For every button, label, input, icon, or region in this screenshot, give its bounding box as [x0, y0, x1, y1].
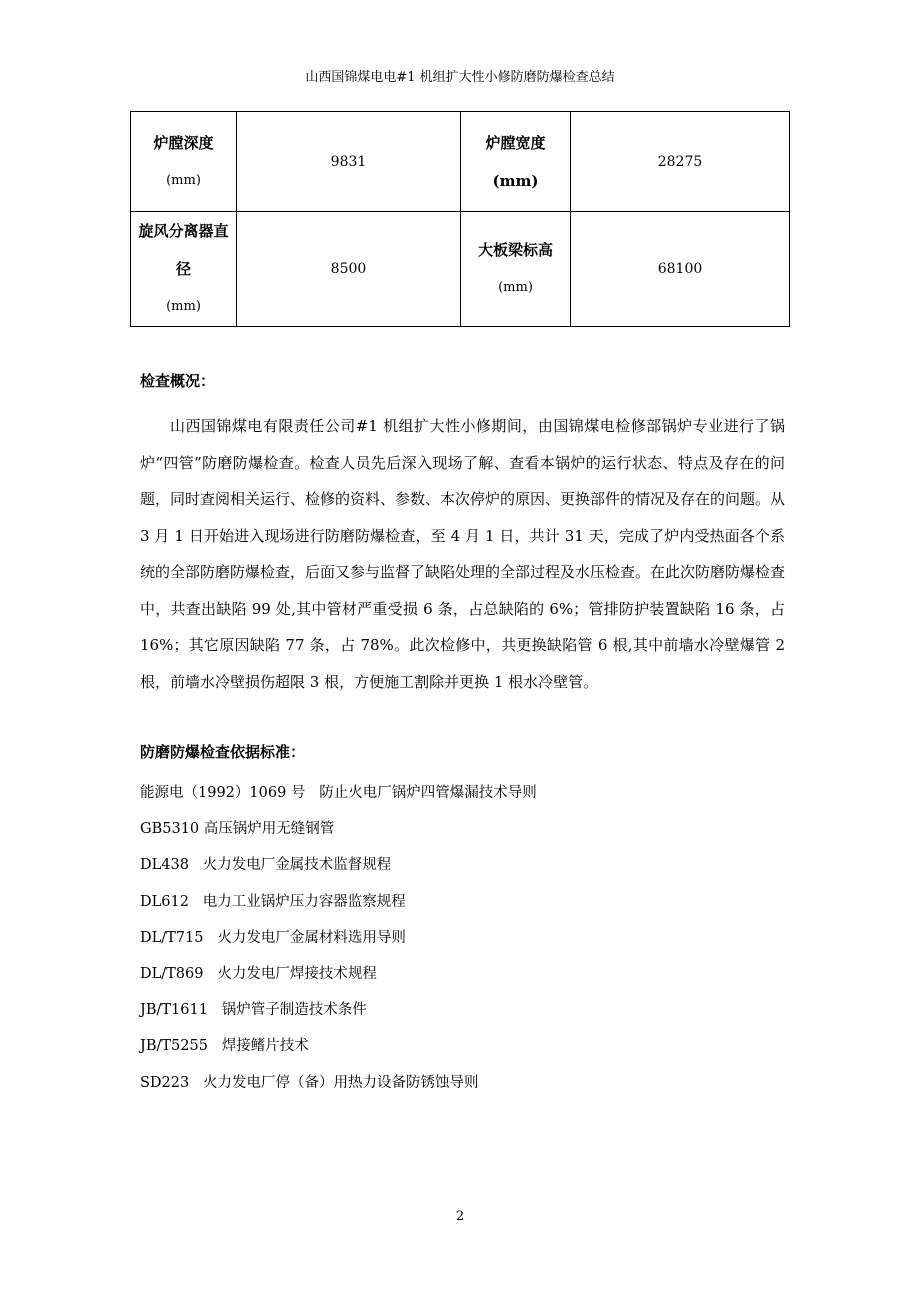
list-item: DL438 火力发电厂金属技术监督规程	[140, 857, 392, 874]
furnace-depth-label: 炉膛深度	[153, 133, 214, 152]
cyclone-diameter-label-line1: 旋风分离器直	[138, 222, 229, 240]
cyclone-diameter-label-line2: 径	[175, 260, 191, 278]
furnace-depth-label-cell	[131, 112, 237, 212]
page-number: 2	[455, 1209, 465, 1224]
list-item: GB5310 高压锅炉用无缝钢管	[140, 821, 335, 838]
list-item: DL/T715 火力发电厂金属材料选用导则	[140, 929, 406, 946]
furnace-width-value: 28275	[571, 112, 790, 212]
furnace-depth-value: 9831	[237, 112, 461, 212]
cyclone-diameter-unit: (mm)	[166, 299, 201, 314]
standards-heading: 防磨防爆检查依据标准：	[140, 743, 306, 761]
girder-elevation-unit: (mm)	[498, 280, 533, 295]
list-item: DL/T869 火力发电厂焊接技术规程	[140, 965, 377, 982]
page-header-title: 山西国锦煤电电#1 机组扩大性小修防磨防爆检查总结	[305, 70, 615, 85]
list-item: 能源电（1992）1069 号 防止火电厂锅炉四管爆漏技术导则	[140, 785, 537, 801]
girder-elevation-label: 大板梁标高	[477, 241, 553, 259]
list-item: SD223 火力发电厂停（备）用热力设备防锈蚀导则	[140, 1074, 479, 1091]
list-item: JB/T5255 焊接鳍片技术	[140, 1038, 309, 1055]
list-item: DL612 电力工业锅炉压力容器监察规程	[140, 893, 406, 910]
list-item: JB/T1611 锅炉管子制造技术条件	[140, 1002, 367, 1019]
table-row	[131, 212, 790, 327]
furnace-width-label: 炉膛宽度(mm)	[461, 112, 571, 212]
furnace-depth-unit: (mm)	[166, 172, 201, 188]
girder-elevation-value: 68100	[571, 212, 790, 327]
standards-list	[140, 780, 537, 1106]
cyclone-diameter-value: 8500	[237, 212, 461, 327]
girder-elevation-label-cell	[461, 212, 571, 327]
table-row	[131, 112, 790, 212]
boiler-spec-table	[130, 111, 790, 327]
inspection-overview-heading: 检查概况：	[140, 372, 216, 390]
cyclone-diameter-label-cell	[131, 212, 237, 327]
inspection-overview-paragraph: 山西国锦煤电有限责任公司#1 机组扩大性小修期间，由国锦煤电检修部锅炉专业进行了锅炉“四管”防磨防爆检查。检查人员先后深入现场了解、查看本锅炉的运行状态、特点及存在的问题，同时查阅相关运行、检修的资料、参数、本次停炉的原因、更换部件的情况及存在的问题。从 3 月 1 日开始进入现场进行防磨防爆检查，至 4 月 1 日，共计 31 天，完成了炉内受热面各个系统的全部防磨防爆检查，后面又参与监督了缺陷处理的全部过程及水压检查。在此次防磨防爆检查中，共查出缺陷 99 处,其中管材严重受损 6 条，占总缺陷的 6%；管排防护装置缺陷 16 条，占 16%；其它原因缺陷 77 条，占 78%。此次检修中，共更换缺陷管 6 根,其中前墙水冷壁爆管 2 根，前墙水冷壁损伤超限 3 根，方便施工割除并更换 1 根水冷壁管。	[140, 417, 786, 691]
